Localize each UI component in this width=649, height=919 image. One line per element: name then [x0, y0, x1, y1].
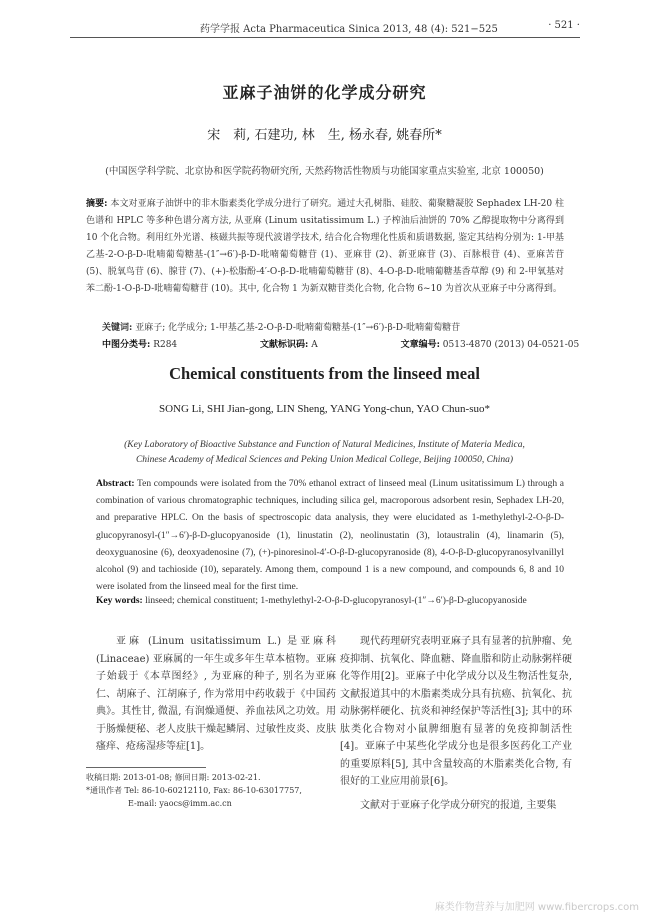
chinese-title: 亚麻子油饼的化学成分研究 — [222, 83, 427, 102]
chinese-keywords-label: 关键词: — [102, 323, 133, 333]
chinese-keywords — [102, 321, 564, 336]
body-right-column — [340, 633, 572, 820]
watermark: 麻类作物营养与加肥网 www.fibercrops.com — [434, 902, 639, 913]
article-no-label: 文章编号: — [400, 340, 440, 350]
journal-citation: 药学学报 Acta Pharmaceutica Sinica 2013, 48 (4): 521−525 — [200, 24, 498, 35]
english-affiliation-line-1: (Key Laboratory of Bioactive Substance and Function of Natural Medicines, Institute of Materia Medica, — [124, 440, 525, 450]
chinese-abstract-text: 本文对亚麻子油饼中的非木脂素类化学成分进行了研究。通过大孔树脂、硅胶、葡聚糖凝胶 Sephadex LH-20 柱色谱和 HPLC 等多种色谱分离方法, 从亚麻 (Linum usitatissimum L.) 子榨油后油饼的 70% 乙醇提取物中分离得到 10 个化合物。利用红外光谱、核磁共振等现代波谱学技术, 结合化合物理化性质和质谱数据, 鉴定其结构分别为: 1-甲基乙基-2-O-β-D-吡喃葡萄糖基-(1″→6′)-β-D-吡喃葡萄糖苷 (1)、亚麻苷 (2)、新亚麻苷 (3)、百脉根苷 (4)、亚麻苦苷 (5)、脱氧鸟苷 (6)、腺苷 (7)、(+)-松脂酚-4′-O-β-D-吡喃葡萄糖苷 (8)、4-O-β-D-吡喃葡糖基香草醇 (9) 和 2-甲氧基对苯二酚-1-O-β-D-吡喃葡萄糖苷 (10)。其中, 化合物 1 为新双糖苷类化合物, 化合物 6~10 为首次从亚麻子中分离得到。 — [86, 199, 564, 294]
english-affiliation — [60, 438, 589, 468]
english-keywords-text: linseed; chemical constituent; 1-methylethyl-2-O-β-D-glucopyranosyl-(1″→6′)-β-D-glucopyanoside — [142, 596, 527, 606]
classification-line — [102, 337, 580, 350]
chinese-authors: 宋 莉, 石建功, 林 生, 杨永春, 姚春所* — [207, 128, 442, 143]
chinese-abstract — [86, 196, 564, 298]
chinese-abstract-label: 摘要: — [86, 199, 108, 209]
english-authors: SONG Li, SHI Jian-gong, LIN Sheng, YANG Yong-chun, YAO Chun-suo* — [158, 403, 491, 415]
footnote-email: E-mail: yaocs@imm.ac.cn — [128, 799, 232, 808]
page-number: · 521 · — [548, 20, 580, 31]
english-keywords — [96, 596, 566, 606]
article-no-value: 0513-4870 (2013) 04-0521-05 — [439, 340, 580, 350]
doc-code-value: A — [308, 340, 318, 350]
footnote-received: 收稿日期: 2013-01-08; 修回日期: 2013-02-21. — [86, 773, 261, 782]
intro-paragraph: 亚麻 (Linum usitatissimum L.) 是亚麻科 (Linaceae) 亚麻属的一年生或多年生草本植物。亚麻子始载于《本草图经》, 为亚麻的种子, 别名为亚麻仁、胡麻子、江胡麻子, 作为常用中药收载于《中国药典》。其性甘, 微温, 有润燥通便、养血祛风之功效。用于肠燥便秘、老人皮肤干燥起鳞屑、过敏性皮炎、皮肤瘙痒、疮疡湿疹等症[1]。 — [96, 636, 336, 752]
article-number — [401, 340, 620, 350]
literature-paragraph: 文献对于亚麻子化学成分研究的报道, 主要集 — [360, 799, 557, 811]
body-left-column — [96, 633, 336, 762]
doc-code-label: 文献标识码: — [260, 340, 309, 350]
english-title: Chemical constituents from the linseed meal — [169, 364, 480, 383]
document-code — [260, 340, 358, 350]
english-keywords-label: Key words: — [96, 596, 143, 606]
header-rule — [70, 37, 580, 38]
english-abstract — [96, 476, 564, 596]
clc-value: R284 — [150, 340, 178, 350]
footnote-rule — [86, 767, 206, 768]
chinese-keywords-text: 亚麻子; 化学成分; 1-甲基乙基-2-O-β-D-吡喃葡萄糖基-(1″→6′)-β-D-吡喃葡萄糖苷 — [132, 323, 461, 333]
clc-label: 中图分类号: — [102, 340, 151, 350]
footnote-correspondence: *通讯作者 Tel: 86-10-60212110, Fax: 86-10-63017757, — [86, 786, 302, 795]
pharmacology-paragraph: 现代药理研究表明亚麻子具有显著的抗肿瘤、免疫抑制、抗氧化、降血糖、降血脂和防止动脉粥样硬化等作用[2]。亚麻子中化学成分以及生物活性复杂, 文献报道其中的木脂素类成分具有抗癌、抗氧化、抗动脉粥样硬化、抗炎和神经保护等活性[3]; 其中的环肽类化合物对小鼠脾细胞有显著的免疫抑制活性[4]。亚麻子中某些化学成分也是很多医药化工产业的重要原料[5], 其中含量较高的木脂素类化合物, 有很好的工业应用前景[6]。 — [340, 636, 572, 787]
chinese-affiliation: (中国医学科学院、北京协和医学院药物研究所, 天然药物活性物质与功能国家重点实验室, 北京 100050) — [105, 166, 544, 177]
running-header — [70, 20, 580, 36]
english-affiliation-line-2: Chinese Academy of Medical Sciences and Peking Union Medical College, Beijing 100050, China) — [135, 455, 514, 465]
english-abstract-text: Ten compounds were isolated from the 70% ethanol extract of linseed meal (Linum usitatissimum L) through a combination of various chromatographic techniques, including silica gel, macroporous adsorbent resin, Sephadex LH-20, and preparative HPLC. On the basis of spectroscopic data analysis, they were elucidated as 1-methylethyl-2-O-β-D-glucopyranosyl-(1″→6′)-β-D-glucopyanoside (1), linustatin (2), neolinustatin (3), lotaustralin (4), linamarin (5), deoxyguanosine (6), deoxyadenosine (7), (+)-pinoresinol-4′-O-β-D-glucopyranoside (8), 4-O-β-D-glucopyranosylvanillyl alcohol (9) and tachioside (10), separately. Among them, compound 1 is a new compound, and compounds 6, 8 and 10 were isolated from the linseed meal for the first time. — [96, 479, 564, 593]
clc-number — [102, 340, 217, 350]
english-abstract-label: Abstract: — [96, 479, 135, 489]
